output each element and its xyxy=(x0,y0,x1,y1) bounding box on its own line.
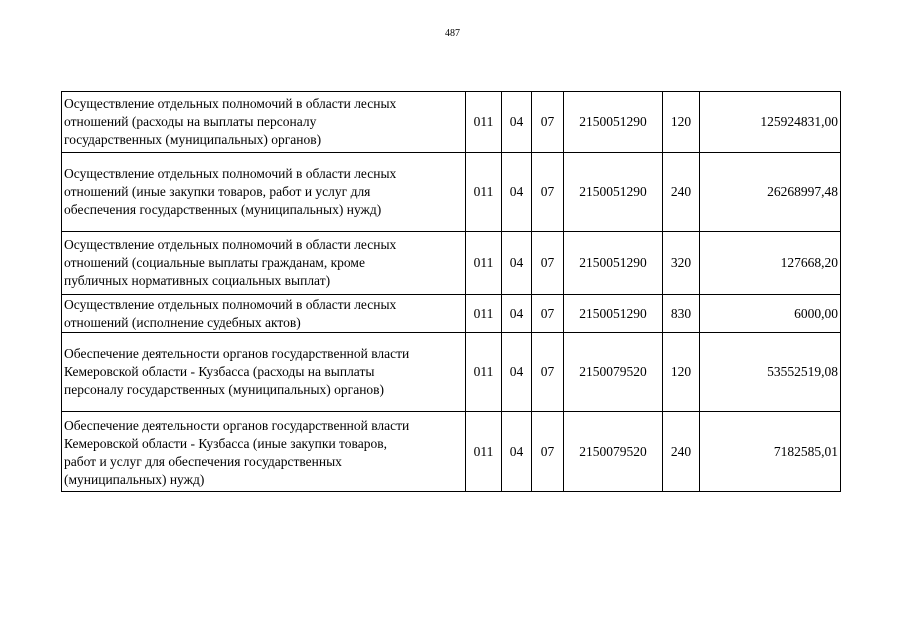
section-code: 04 xyxy=(502,92,532,153)
row-description xyxy=(62,92,466,153)
description-line: публичных нормативных социальных выплат) xyxy=(64,273,331,288)
ministry-code: 011 xyxy=(466,412,502,492)
row-description xyxy=(62,295,466,333)
description-line: государственных (муниципальных) органов) xyxy=(64,132,322,147)
expense-type-code: 830 xyxy=(663,295,700,333)
subsection-code: 07 xyxy=(532,333,564,412)
table-row xyxy=(62,333,841,412)
description-line: отношений (иные закупки товаров, работ и услуг для xyxy=(64,184,371,199)
row-description xyxy=(62,232,466,295)
description-line: отношений (социальные выплаты гражданам, кроме xyxy=(64,255,365,270)
subsection-code: 07 xyxy=(532,412,564,492)
ministry-code: 011 xyxy=(466,295,502,333)
description-line: Кемеровской области - Кузбасса (иные закупки товаров, xyxy=(64,436,387,451)
section-code: 04 xyxy=(502,412,532,492)
ministry-code: 011 xyxy=(466,333,502,412)
description-line: Обеспечение деятельности органов государственной власти xyxy=(64,418,410,433)
description-line: отношений (исполнение судебных актов) xyxy=(64,314,301,330)
section-code: 04 xyxy=(502,153,532,232)
table-row xyxy=(62,92,841,153)
row-description xyxy=(62,412,466,492)
target-article-code: 2150079520 xyxy=(564,333,663,412)
subsection-code: 07 xyxy=(532,92,564,153)
description-line: Осуществление отдельных полномочий в области лесных xyxy=(64,96,397,111)
budget-table xyxy=(61,91,841,492)
section-code: 04 xyxy=(502,295,532,333)
table-row xyxy=(62,153,841,232)
table-row xyxy=(62,412,841,492)
description-line: (муниципальных) нужд) xyxy=(64,472,205,487)
row-description xyxy=(62,153,466,232)
description-line: обеспечения государственных (муниципальных) нужд) xyxy=(64,202,382,217)
table-row xyxy=(62,295,841,333)
expense-type-code: 240 xyxy=(663,153,700,232)
description-line: Осуществление отдельных полномочий в области лесных xyxy=(64,296,397,312)
amount: 7182585,01 xyxy=(700,412,841,492)
amount: 125924831,00 xyxy=(700,92,841,153)
subsection-code: 07 xyxy=(532,232,564,295)
description-line: Обеспечение деятельности органов государственной власти xyxy=(64,346,410,361)
amount: 127668,20 xyxy=(700,232,841,295)
description-line: работ и услуг для обеспечения государственных xyxy=(64,454,342,469)
subsection-code: 07 xyxy=(532,295,564,333)
target-article-code: 2150051290 xyxy=(564,92,663,153)
ministry-code: 011 xyxy=(466,232,502,295)
section-code: 04 xyxy=(502,333,532,412)
page-number: 487 xyxy=(445,28,460,39)
description-line: отношений (расходы на выплаты персоналу xyxy=(64,114,317,129)
amount: 6000,00 xyxy=(700,295,841,333)
description-line: Кемеровской области - Кузбасса (расходы на выплаты xyxy=(64,364,375,379)
description-line: Осуществление отдельных полномочий в области лесных xyxy=(64,237,397,252)
target-article-code: 2150051290 xyxy=(564,232,663,295)
amount: 26268997,48 xyxy=(700,153,841,232)
target-article-code: 2150051290 xyxy=(564,295,663,333)
target-article-code: 2150079520 xyxy=(564,412,663,492)
section-code: 04 xyxy=(502,232,532,295)
subsection-code: 07 xyxy=(532,153,564,232)
row-description xyxy=(62,333,466,412)
description-line: Осуществление отдельных полномочий в области лесных xyxy=(64,166,397,181)
expense-type-code: 120 xyxy=(663,92,700,153)
amount: 53552519,08 xyxy=(700,333,841,412)
description-line: персоналу государственных (муниципальных) органов) xyxy=(64,382,385,397)
expense-type-code: 120 xyxy=(663,333,700,412)
ministry-code: 011 xyxy=(466,153,502,232)
table-row xyxy=(62,232,841,295)
expense-type-code: 320 xyxy=(663,232,700,295)
ministry-code: 011 xyxy=(466,92,502,153)
target-article-code: 2150051290 xyxy=(564,153,663,232)
expense-type-code: 240 xyxy=(663,412,700,492)
